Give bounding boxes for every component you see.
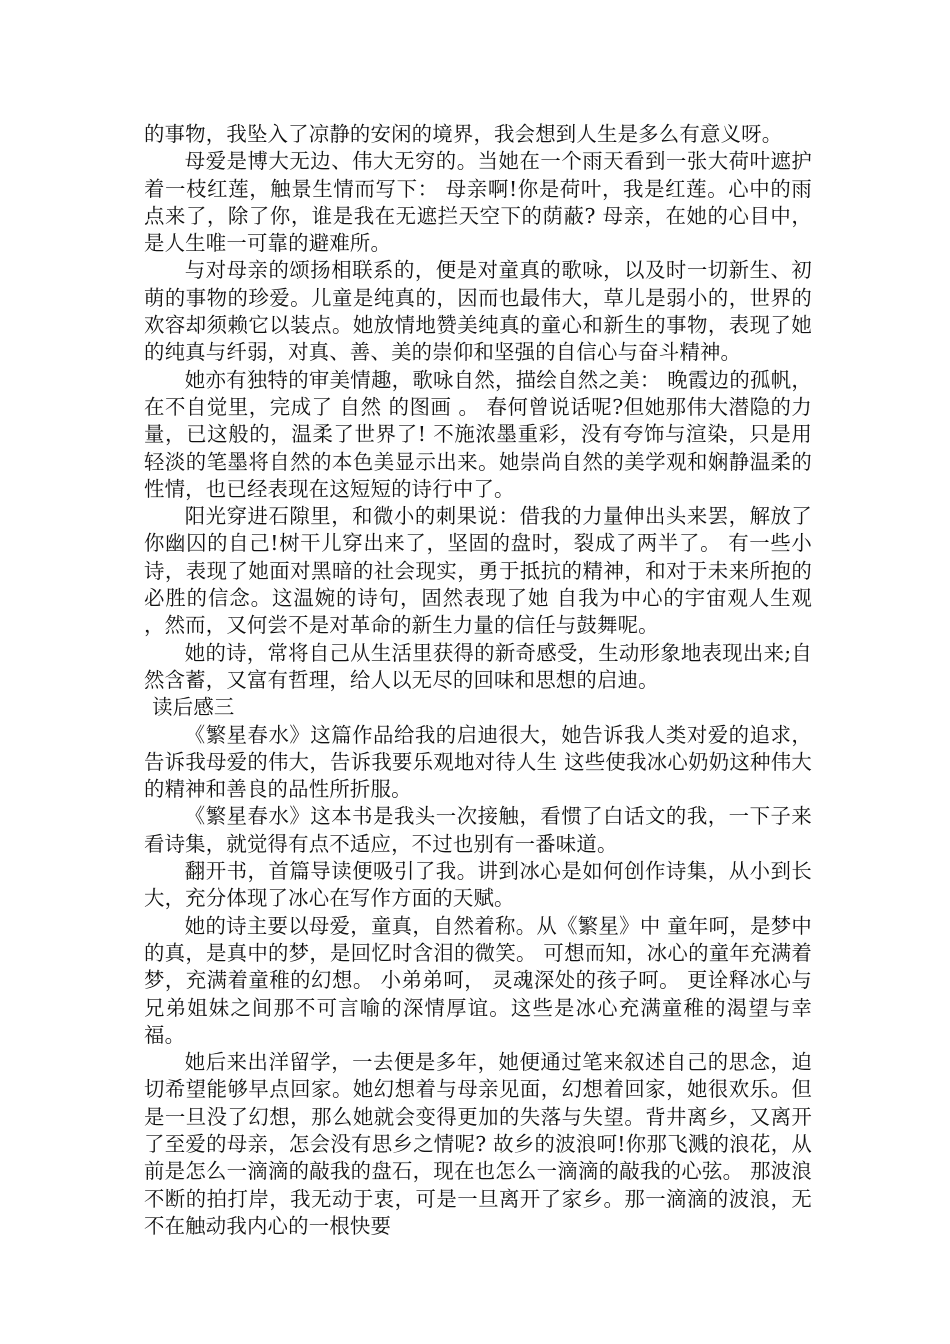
paragraph-4: 她亦有独特的审美情趣，歌咏自然，描绘自然之美： 晚霞边的孤帆，在不自觉里，完成了 自然 的图画 。 春何曾说话呢?但她那伟大潜隐的力量，已这般的，温柔了世界了! 不施浓墨重彩，没有夸饰与渲染，只是用轻淡的笔墨将自然的本色美显示出来。她崇尚自然的美学观和娴静温柔的性情，也已经表现在这短短的诗行中了。 (144, 367, 812, 501)
paragraph-3: 与对母亲的颂扬相联系的，便是对童真的歌咏，以及时一切新生、初萌的事物的珍爱。儿童是纯真的，因而也最伟大，草儿是弱小的，世界的欢容却须赖它以装点。她放情地赞美纯真的童心和新生的事物，表现了她的纯真与纤弱，对真、善、美的崇仰和坚强的自信心与奋斗精神。 (144, 258, 812, 365)
paragraph-7: 《繁星春水》这篇作品给我的启迪很大，她告诉我人类对爱的追求，告诉我母爱的伟大，告诉我要乐观地对待人生 这些使我冰心奶奶这种伟大的精神和善良的品性所折服。 (144, 722, 812, 802)
document-body (144, 121, 812, 1240)
paragraph-6: 她的诗，常将自己从生活里获得的新奇感受，生动形象地表现出来;自然含蓄，又富有哲理，给人以无尽的回味和思想的启迪。 (144, 640, 812, 692)
paragraph-1: 的事物，我坠入了凉静的安闲的境界，我会想到人生是多么有意义呀。 (144, 122, 783, 146)
paragraph-8: 《繁星春水》这本书是我头一次接触，看惯了白话文的我，一下子来看诗集，就觉得有点不适应，不过也别有一番味道。 (144, 804, 812, 856)
paragraph-2: 母爱是博大无边、伟大无穷的。当她在一个雨天看到一张大荷叶遮护着一枝红莲，触景生情而写下： 母亲啊!你是荷叶，我是红莲。心中的雨点来了，除了你，谁是我在无遮拦天空下的荫蔽? 母亲，在她的心目中，是人生唯一可靠的避难所。 (144, 149, 812, 256)
paragraph-10: 她的诗主要以母爱，童真，自然着称。从《繁星》中 童年呵，是梦中的真，是真中的梦，是回忆时含泪的微笑。 可想而知，冰心的童年充满着梦，充满着童稚的幻想。 小弟弟呵， 灵魂深处的孩子呵。 更诠释冰心与兄弟姐妹之间那不可言喻的深情厚谊。这些是冰心充满童稚的渴望与幸福。 (144, 913, 812, 1047)
paragraph-5: 阳光穿进石隙里，和微小的刺果说：借我的力量伸出头来罢，解放了你幽囚的自己!树干儿穿出来了，坚固的盘时，裂成了两半了。 有一些小诗，表现了她面对黑暗的社会现实，勇于抵抗的精神，和对于未来所抱的必胜的信念。这温婉的诗句，固然表现了她 自我为中心的宇宙观人生观 ，然而，又何尝不是对革命的新生力量的信任与鼓舞呢。 (144, 504, 812, 638)
paragraph-11: 她后来出洋留学，一去便是多年，她便通过笔来叙述自己的思念，迫切希望能够早点回家。她幻想着与母亲见面，幻想着回家，她很欢乐。但是一旦没了幻想，那么她就会变得更加的失落与失望。背井离乡，又离开了至爱的母亲，怎会没有思乡之情呢? 故乡的波浪呵!你那飞溅的浪花，从前是怎么一滴滴的敲我的盘石，现在也怎么一滴滴的敲我的心弦。 那波浪不断的拍打岸，我无动于衷，可是一旦离开了家乡。那一滴滴的波浪，无不在触动我内心的一根快要 (144, 1050, 812, 1238)
paragraph-9: 翻开书，首篇导读便吸引了我。讲到冰心是如何创作诗集，从小到长大，充分体现了冰心在写作方面的天赋。 (144, 859, 812, 911)
section-heading: 读后感三 (152, 695, 235, 720)
